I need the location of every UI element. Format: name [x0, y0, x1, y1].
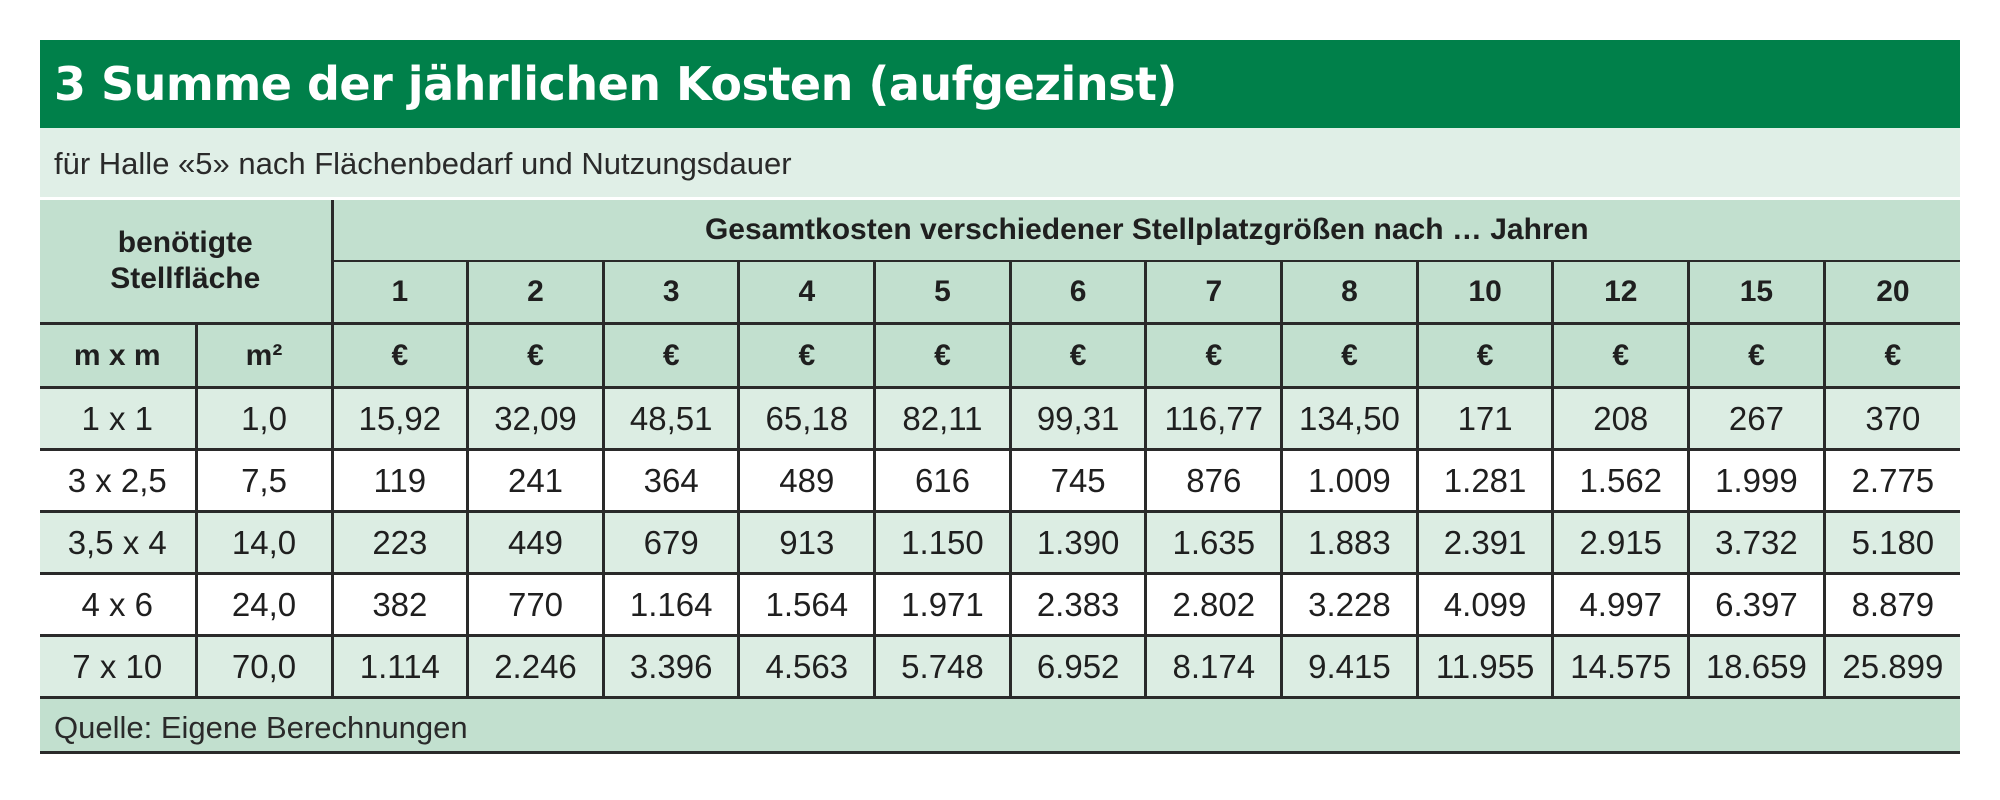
header-currency-unit: € [739, 324, 875, 388]
header-currency-unit: € [603, 324, 739, 388]
header-currency-unit: € [1689, 324, 1825, 388]
cell-cost: 3.732 [1689, 512, 1825, 574]
cell-cost: 913 [739, 512, 875, 574]
header-currency-unit: € [1417, 324, 1553, 388]
header-currency-unit: € [332, 324, 468, 388]
table-row [40, 574, 1960, 636]
cell-cost: 1.114 [332, 636, 468, 697]
cell-cost: 5.180 [1824, 512, 1960, 574]
cell-cost: 119 [332, 450, 468, 512]
header-year-12: 12 [1553, 261, 1689, 324]
cell-cost: 6.397 [1689, 574, 1825, 636]
header-year-4: 4 [739, 261, 875, 324]
cell-cost: 241 [468, 450, 604, 512]
header-year-15: 15 [1689, 261, 1825, 324]
cell-cost: 2.915 [1553, 512, 1689, 574]
header-year-5: 5 [875, 261, 1011, 324]
cell-cost: 2.246 [468, 636, 604, 697]
cell-cost: 223 [332, 512, 468, 574]
header-currency-unit: € [1146, 324, 1282, 388]
cell-cost: 2.802 [1146, 574, 1282, 636]
cell-cost: 32,09 [468, 388, 604, 450]
cell-cost: 3.228 [1282, 574, 1418, 636]
cell-cost: 267 [1689, 388, 1825, 450]
header-currency-unit: € [1824, 324, 1960, 388]
cell-cost: 1.635 [1146, 512, 1282, 574]
cell-area: 14,0 [196, 512, 332, 574]
cell-cost: 370 [1824, 388, 1960, 450]
cell-cost: 1.150 [875, 512, 1011, 574]
cell-cost: 4.997 [1553, 574, 1689, 636]
cell-cost: 679 [603, 512, 739, 574]
header-unit-dim: m x m [40, 324, 196, 388]
header-year-1: 1 [332, 261, 468, 324]
header-area-label: benötigte Stellfläche [40, 200, 332, 324]
header-currency-unit: € [875, 324, 1011, 388]
cell-cost: 382 [332, 574, 468, 636]
cell-cost: 1.164 [603, 574, 739, 636]
cell-cost: 1.390 [1010, 512, 1146, 574]
cell-cost: 14.575 [1553, 636, 1689, 697]
cell-cost: 65,18 [739, 388, 875, 450]
header-year-2: 2 [468, 261, 604, 324]
cell-area: 7,5 [196, 450, 332, 512]
table-row [40, 450, 1960, 512]
cell-cost: 1.281 [1417, 450, 1553, 512]
figure-title: 3 Summe der jährlichen Kosten (aufgezinst) [40, 40, 1960, 128]
header-currency-unit: € [1010, 324, 1146, 388]
table-row [40, 512, 1960, 574]
cell-cost: 3.396 [603, 636, 739, 697]
cell-area: 70,0 [196, 636, 332, 697]
cell-dimension: 1 x 1 [40, 388, 196, 450]
cell-cost: 5.748 [875, 636, 1011, 697]
cell-cost: 171 [1417, 388, 1553, 450]
header-currency-unit: € [1553, 324, 1689, 388]
cell-cost: 616 [875, 450, 1011, 512]
cell-area: 24,0 [196, 574, 332, 636]
cell-cost: 1.009 [1282, 450, 1418, 512]
header-currency-unit: € [468, 324, 604, 388]
header-year-20: 20 [1824, 261, 1960, 324]
cell-cost: 2.775 [1824, 450, 1960, 512]
cell-cost: 4.563 [739, 636, 875, 697]
header-unit-area: m² [196, 324, 332, 388]
header-year-10: 10 [1417, 261, 1553, 324]
cell-cost: 134,50 [1282, 388, 1418, 450]
table-body [40, 388, 1960, 697]
cell-cost: 6.952 [1010, 636, 1146, 697]
table-figure [40, 40, 1960, 754]
cell-cost: 9.415 [1282, 636, 1418, 697]
cell-cost: 4.099 [1417, 574, 1553, 636]
cell-dimension: 7 x 10 [40, 636, 196, 697]
header-year-6: 6 [1010, 261, 1146, 324]
cell-cost: 449 [468, 512, 604, 574]
cell-cost: 745 [1010, 450, 1146, 512]
cell-cost: 770 [468, 574, 604, 636]
cell-cost: 25.899 [1824, 636, 1960, 697]
cell-cost: 82,11 [875, 388, 1011, 450]
header-units-row [40, 324, 1960, 388]
cell-cost: 1.883 [1282, 512, 1418, 574]
cell-area: 1,0 [196, 388, 332, 450]
cell-cost: 8.174 [1146, 636, 1282, 697]
cell-cost: 2.391 [1417, 512, 1553, 574]
cell-cost: 489 [739, 450, 875, 512]
cell-cost: 15,92 [332, 388, 468, 450]
cell-cost: 208 [1553, 388, 1689, 450]
cell-cost: 8.879 [1824, 574, 1960, 636]
cell-cost: 99,31 [1010, 388, 1146, 450]
cell-cost: 116,77 [1146, 388, 1282, 450]
cell-cost: 364 [603, 450, 739, 512]
table-row [40, 388, 1960, 450]
cell-cost: 2.383 [1010, 574, 1146, 636]
figure-subtitle: für Halle «5» nach Flächenbedarf und Nutzungsdauer [40, 128, 1960, 200]
header-year-7: 7 [1146, 261, 1282, 324]
cell-cost: 48,51 [603, 388, 739, 450]
cell-cost: 876 [1146, 450, 1282, 512]
cell-cost: 1.971 [875, 574, 1011, 636]
cell-cost: 1.562 [1553, 450, 1689, 512]
table-row [40, 636, 1960, 697]
cell-cost: 11.955 [1417, 636, 1553, 697]
cell-cost: 1.564 [739, 574, 875, 636]
cell-dimension: 4 x 6 [40, 574, 196, 636]
header-currency-unit: € [1282, 324, 1418, 388]
cost-table [40, 200, 1960, 696]
cell-dimension: 3,5 x 4 [40, 512, 196, 574]
cell-cost: 18.659 [1689, 636, 1825, 697]
header-year-3: 3 [603, 261, 739, 324]
cell-cost: 1.999 [1689, 450, 1825, 512]
source-note: Quelle: Eigene Berechnungen [40, 696, 1960, 754]
header-group-label: Gesamtkosten verschiedener Stellplatzgrößen nach … Jahren [332, 200, 1960, 261]
cell-dimension: 3 x 2,5 [40, 450, 196, 512]
header-year-8: 8 [1282, 261, 1418, 324]
